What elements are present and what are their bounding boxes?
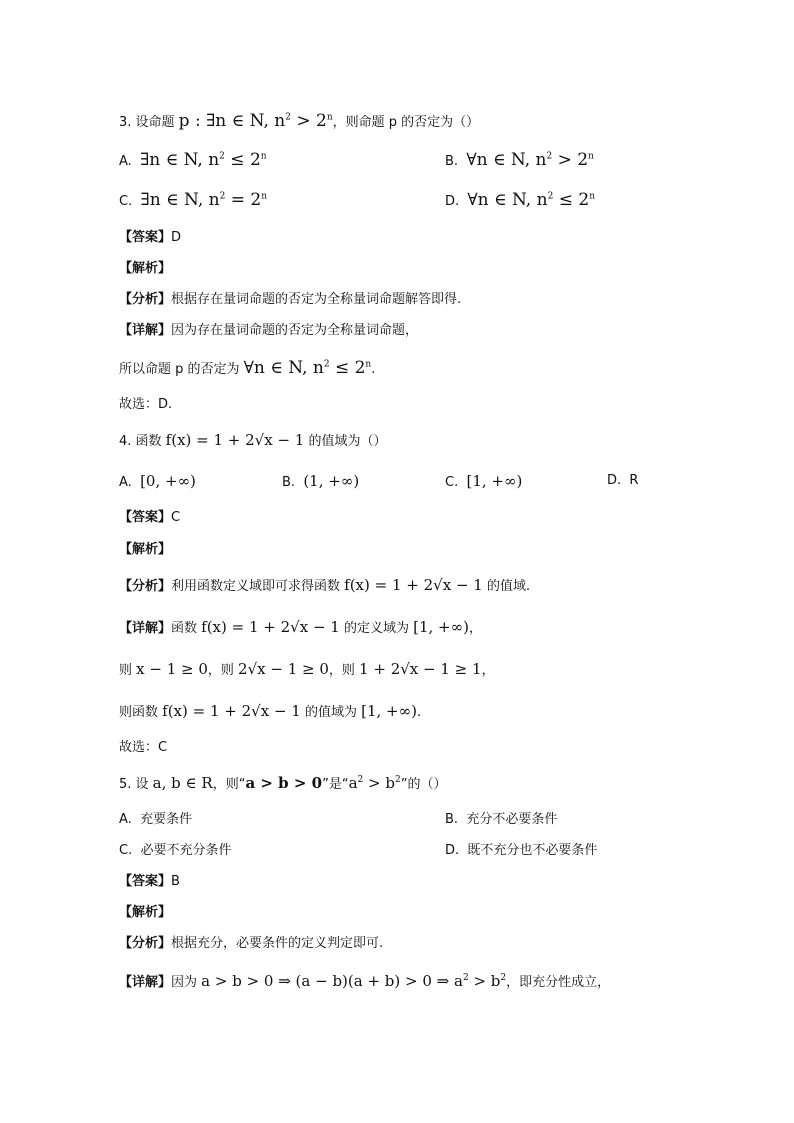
q4-conclusion: 则函数 f(x) = 1 + 2√x − 1 的值域为 [1, +∞). [119, 702, 422, 720]
q4-derivation: 则 x − 1 ≥ 0，则 2√x − 1 ≥ 0，则 1 + 2√x − 1 ≥ 1， [119, 660, 495, 678]
q5-jiexi: 【解析】 [119, 905, 172, 920]
q5-xiangjie: 【详解】因为 a > b > 0 ⇒ (a − b)(a + b) > 0 ⇒ $a^2 > b^2$，即充分性成立， [119, 972, 611, 990]
q4-fenxi: 【分析】利用函数定义域即可求得函数 f(x) = 1 + 2√x − 1 的值域. [119, 576, 531, 594]
q4-option-d: D. R [607, 473, 639, 488]
q5-option-a: A. 充要条件 [119, 812, 193, 827]
q5-stem: 5. 设 a, b ∈ R，则“a > b > 0”是“$a^2 > b^2$”的（） [119, 774, 447, 792]
q3-jiexi: 【解析】 [119, 261, 172, 276]
q3-conclusion: 所以命题 p 的否定为 ∀n ∈ N, $n^2 \le 2^n$. [119, 358, 376, 378]
q4-guxuan: 故选：C [119, 740, 168, 755]
q3-xiangjie: 【详解】因为存在量词命题的否定为全称量词命题， [119, 323, 419, 338]
q4-answer: 【答案】C [119, 510, 181, 525]
q5-option-b: B. 充分不必要条件 [445, 812, 558, 827]
q3-fenxi: 【分析】根据存在量词命题的否定为全称量词命题解答即得. [119, 292, 462, 307]
q4-option-a: A. [0, +∞) [119, 472, 196, 490]
q3-guxuan: 故选：D. [119, 397, 173, 412]
q5-option-c: C. 必要不充分条件 [119, 843, 232, 858]
q5-fenxi: 【分析】根据充分，必要条件的定义判定即可. [119, 936, 384, 951]
q3-answer: 【答案】D [119, 230, 182, 245]
q3-option-b: B. ∀n ∈ N, $n^2 > 2^n$ [445, 150, 594, 170]
q3-option-a: A. ∃n ∈ N, $n^2 \le 2^n$ [119, 150, 267, 170]
q3-stem-formula: p : ∃n ∈ N, $n^2 > 2^n$ [178, 111, 333, 131]
q5-answer: 【答案】B [119, 874, 180, 889]
q3-option-d: D. ∀n ∈ N, $n^2 \le 2^n$ [445, 190, 595, 210]
q4-stem: 4. 函数 f(x) = 1 + 2√x − 1 的值域为（） [119, 431, 387, 449]
q5-option-d: D. 既不充分也不必要条件 [445, 843, 598, 858]
q4-option-b: B. (1, +∞) [282, 472, 360, 490]
q4-jiexi: 【解析】 [119, 542, 172, 557]
q3-option-c: C. ∃n ∈ N, $n^2 = 2^n$ [119, 190, 267, 210]
q4-option-c: C. [1, +∞) [445, 472, 523, 490]
q4-xiangjie: 【详解】函数 f(x) = 1 + 2√x − 1 的定义域为 [1, +∞)， [119, 618, 482, 636]
q3-stem: 3. 设命题 p : ∃n ∈ N, $n^2 > 2^n$，则命题 p 的否定为（） [119, 111, 480, 131]
